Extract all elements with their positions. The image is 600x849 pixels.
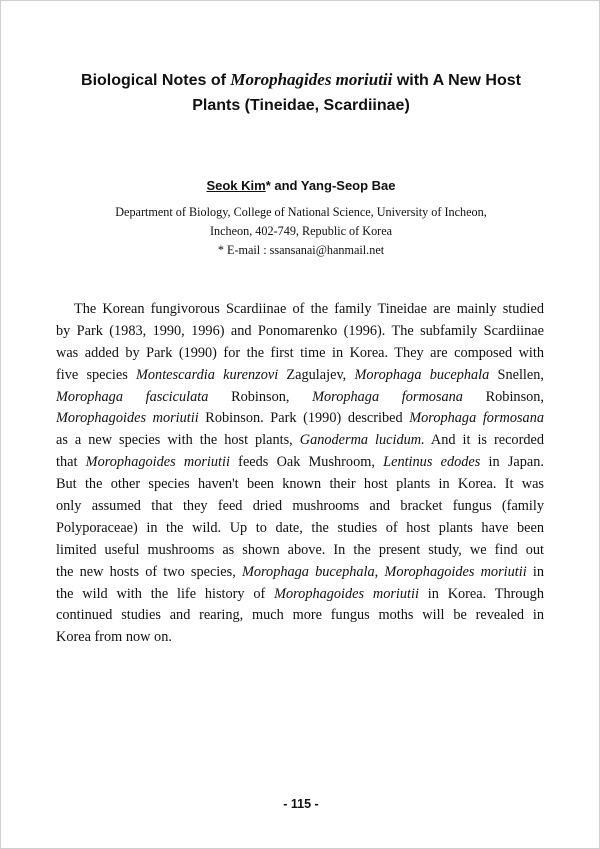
species-name: formosana xyxy=(401,388,463,405)
body-text: as a new species with the host plants, xyxy=(56,432,300,449)
species-name: Lentinus edodes xyxy=(383,454,481,471)
body-line xyxy=(56,540,544,562)
body-text: Snellen, xyxy=(489,366,544,383)
body-text: Robinson. Park (1990) described xyxy=(198,410,410,427)
body-line xyxy=(56,496,544,518)
affiliation-line-1: Department of Biology, College of National Science, University of Incheon, xyxy=(115,205,487,219)
species-name: Morophaga bucephala xyxy=(241,563,375,580)
body-text: five species xyxy=(56,366,136,383)
title-line-2: Plants (Tineidae, Scardiinae) xyxy=(192,97,410,114)
body-line xyxy=(56,321,544,343)
body-text: the new hosts of two species, xyxy=(56,563,242,580)
paper-title xyxy=(41,67,561,118)
body-text: Polyporaceae) in the wild. Up to date, the studies of host plants have been xyxy=(56,519,544,536)
body-line xyxy=(56,474,544,496)
body-text: that xyxy=(56,454,86,471)
body-line xyxy=(56,299,544,321)
body-line xyxy=(56,605,544,627)
species-name: fasciculata xyxy=(145,388,209,405)
body-text: Robinson, xyxy=(462,388,545,405)
body-line xyxy=(56,430,544,452)
species-name: Morophagoides moriutii xyxy=(85,454,230,471)
title-line-1 xyxy=(41,67,561,93)
body-text: only assumed that they feed dried mushrooms and bracket fungus (family xyxy=(56,498,544,515)
abstract-body xyxy=(56,299,544,649)
body-line xyxy=(56,584,544,606)
body-text: the wild with the life history of xyxy=(56,585,275,602)
species-name: Morophaga xyxy=(312,388,380,405)
first-author: Seok Kim xyxy=(206,178,266,193)
species-name: Ganoderma lucidum. xyxy=(299,432,425,449)
page-number: - 115 - xyxy=(283,797,319,811)
body-text: And it is recorded xyxy=(424,432,544,449)
body-text: Korea from now on. xyxy=(56,629,172,646)
body-text: continued studies and rearing, much more fungus moths will be revealed in xyxy=(56,607,544,624)
body-line xyxy=(56,562,544,584)
other-authors: * and Yang-Seop Bae xyxy=(265,178,396,193)
species-name: Morophaga bucephala xyxy=(354,366,490,383)
body-text: Zagulajev, xyxy=(278,366,355,383)
species-name: Morophagoides moriutii xyxy=(384,563,527,580)
species-name: Montescardia kurenzovi xyxy=(136,366,279,383)
body-text: feeds Oak Mushroom, xyxy=(229,454,384,471)
title-part-2: with A New Host xyxy=(392,72,521,89)
body-line xyxy=(56,365,544,387)
title-part-1: Biological Notes of xyxy=(81,72,231,89)
author-list xyxy=(1,177,600,195)
species-name: Morophaga formosana xyxy=(409,410,544,427)
body-text: in xyxy=(526,563,544,580)
affiliation-line-2: Incheon, 402-749, Republic of Korea xyxy=(209,224,393,238)
body-text: The Korean fungivorous Scardiinae of the family Tineidae are mainly studied xyxy=(74,301,544,317)
body-line xyxy=(56,387,544,409)
body-text: limited useful mushrooms as shown above. In the present study, we find out xyxy=(56,541,544,558)
body-text: in Japan. xyxy=(480,454,544,471)
body-line xyxy=(56,518,544,540)
body-text: in Korea. Through xyxy=(418,585,544,602)
body-text: But the other species haven't been known their host plants in Korea. It was xyxy=(56,476,544,493)
affiliation xyxy=(1,203,600,260)
body-text: , xyxy=(374,563,385,580)
body-line xyxy=(56,627,544,649)
body-text: Robinson, xyxy=(208,388,313,405)
affiliation-email: * E-mail : ssansanai@hanmail.net xyxy=(217,243,385,257)
species-name: Morophagoides moriutii xyxy=(274,585,419,602)
title-species: Morophagides moriutii xyxy=(230,70,393,89)
body-text: was added by Park (1990) for the first time in Korea. They are composed with xyxy=(56,344,544,361)
body-line xyxy=(56,343,544,365)
body-text xyxy=(379,389,402,405)
body-line xyxy=(56,408,544,430)
body-line xyxy=(56,452,544,474)
species-name: Morophagoides moriutii xyxy=(56,410,199,427)
species-name: Morophaga xyxy=(56,388,123,405)
body-text xyxy=(123,389,146,405)
body-text: by Park (1983, 1990, 1996) and Ponomarenko (1996). The subfamily Scardiinae xyxy=(56,322,544,339)
